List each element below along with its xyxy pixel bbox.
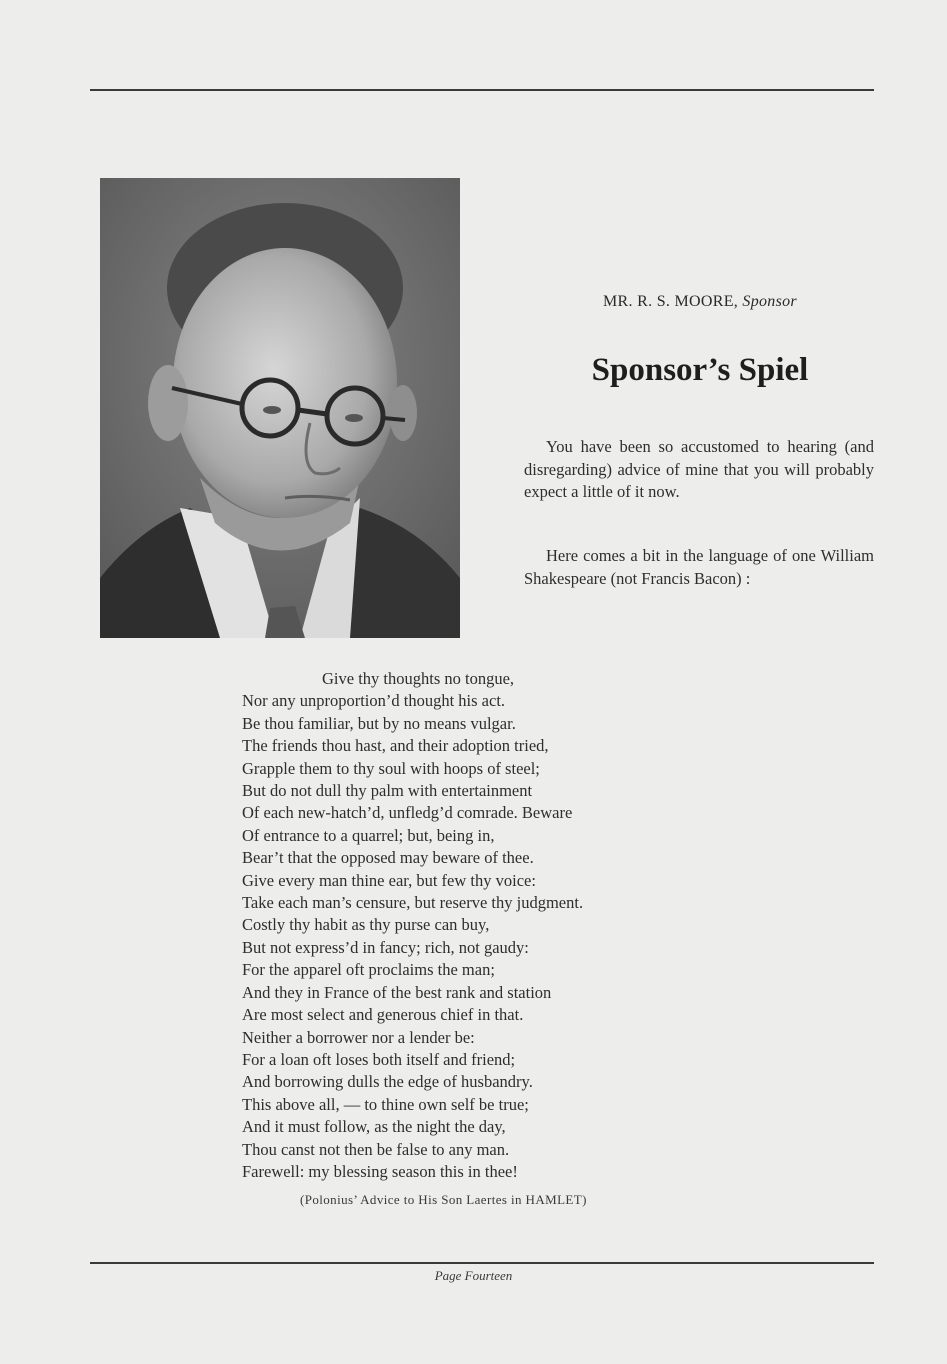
intro-text-2: Here comes a bit in the language of one William Shakespeare (not Francis Bacon) : [524, 546, 874, 588]
top-rule [90, 89, 874, 91]
sponsor-name: MR. R. S. MOORE, [603, 293, 739, 310]
poem-line: This above all, — to thine own self be true; [242, 1094, 529, 1114]
sponsor-role: Sponsor [742, 293, 797, 310]
poem [242, 668, 722, 1183]
poem-line: Nor any unproportion’d thought his act. [242, 691, 506, 711]
poem-line: Grapple them to thy soul with hoops of steel; [242, 758, 540, 778]
poem-line: Of entrance to a quarrel; but, being in, [242, 825, 495, 845]
portrait-illustration [100, 178, 460, 638]
poem-line: Give every man thine ear, but few thy voice: [242, 870, 536, 890]
poem-line: Be thou familiar, but by no means vulgar. [242, 713, 516, 733]
intro-paragraph-2 [524, 545, 874, 590]
poem-line: For the apparel oft proclaims the man; [242, 960, 495, 980]
bottom-rule [90, 1262, 874, 1264]
poem-line: Farewell: my blessing season this in thee! [242, 1161, 518, 1181]
poem-line: Costly thy habit as thy purse can buy, [242, 915, 490, 935]
poem-line: Take each man’s censure, but reserve thy judgment. [242, 893, 584, 913]
poem-line: For a loan oft loses both itself and friend; [242, 1049, 516, 1069]
portrait-photo [100, 178, 460, 638]
photo-caption [520, 293, 880, 311]
page-title: Sponsor’s Spiel [591, 352, 809, 388]
poem-line: And borrowing dulls the edge of husbandry. [242, 1072, 533, 1092]
page-number: Page Fourteen [434, 1268, 513, 1283]
intro-text-1: You have been so accustomed to hearing (and disregarding) advice of mine that you will probably expect a little of it now. [524, 437, 874, 501]
poem-line: The friends thou hast, and their adoption tried, [242, 736, 549, 756]
poem-line: But not express’d in fancy; rich, not gaudy: [242, 937, 529, 957]
poem-line: Thou canst not then be false to any man. [242, 1139, 510, 1159]
poem-source: (Polonius’ Advice to His Son Laertes in HAMLET) [300, 1192, 587, 1207]
poem-line: Of each new-hatch’d, unfledg’d comrade. Beware [242, 803, 573, 823]
poem-line: Bear’t that the opposed may beware of thee. [242, 848, 534, 868]
poem-line: And they in France of the best rank and station [242, 982, 552, 1002]
poem-line: Neither a borrower nor a lender be: [242, 1027, 475, 1047]
poem-line: And it must follow, as the night the day, [242, 1117, 506, 1137]
poem-line: Are most select and generous chief in that. [242, 1005, 524, 1025]
intro-paragraph-1 [524, 436, 874, 504]
poem-line: Give thy thoughts no tongue, [322, 669, 515, 688]
poem-line: But do not dull thy palm with entertainment [242, 781, 533, 801]
